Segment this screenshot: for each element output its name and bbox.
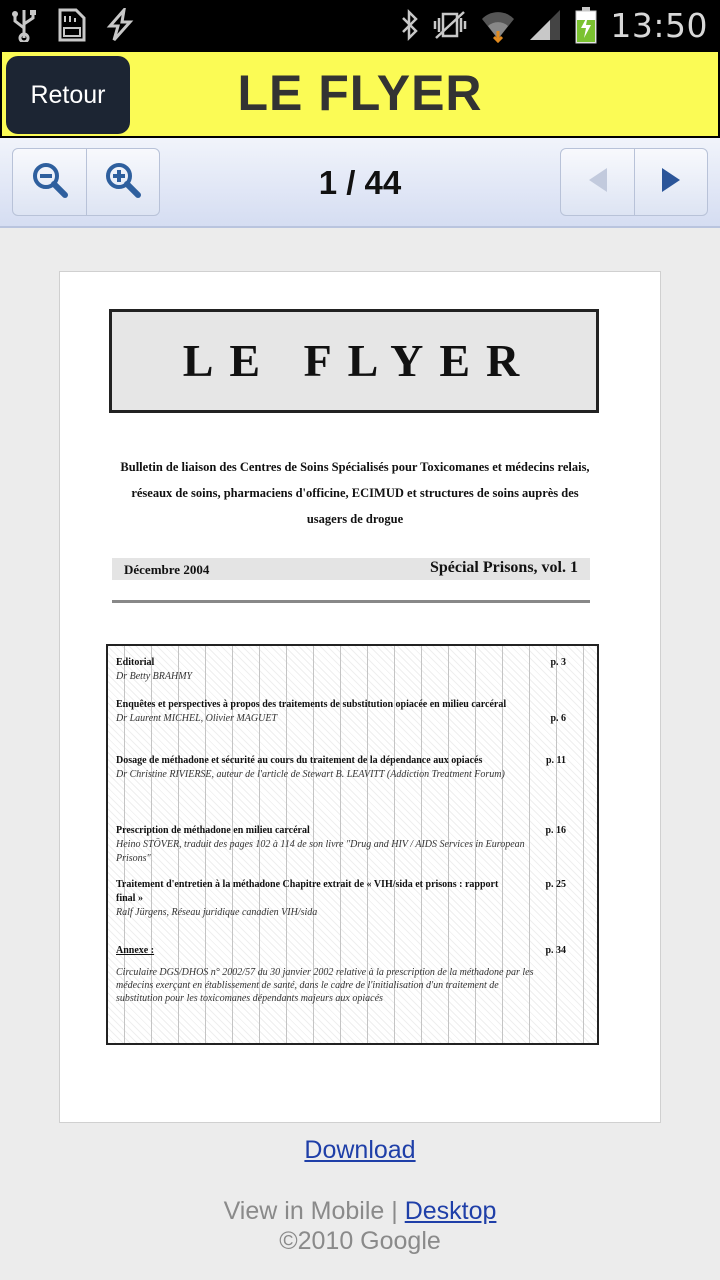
toc-entry — [116, 754, 594, 782]
toc-entry-title: Traitement d'entretien à la méthadone Chapitre extrait de « VIH/sida et prisons : rapport final » — [116, 879, 499, 904]
toc-entry-authors: Dr Christine RIVIERSE, auteur de l'article de Stewart B. LEAVITT (Addiction Treatment Forum) — [116, 769, 505, 780]
document-subtitle: Bulletin de liaison des Centres de Soins Spécialisés pour Toxicomanes et médecins relais, réseaux de soins, pharmaciens d'officine, ECIMUD et structures de soins auprès des usagers de drogue — [120, 460, 590, 526]
download-link[interactable]: Download — [304, 1136, 416, 1164]
status-clock: 13:50 — [610, 5, 708, 45]
download-row — [0, 1136, 720, 1165]
divider — [112, 600, 590, 603]
viewer-toolbar — [0, 138, 720, 228]
toc-entry-note: Circulaire DGS/DHOS n° 2002/57 du 30 janvier 2002 relative à la prescription de la méthadone par les médecins exerçant en établissement de santé, dans le cadre de l'initialisation d'un traitement de substitution pour les toxicomanes dépendants majeurs aux opiacés — [116, 967, 534, 1004]
document-date: Décembre 2004 — [124, 562, 210, 577]
toc-entry-title: Annexe : — [116, 945, 155, 956]
page-nav-controls — [560, 148, 708, 216]
status-bar — [0, 0, 720, 50]
page-indicator: 1 / 44 — [318, 164, 402, 201]
toc-entry-authors: Ralf Jürgens, Réseau juridique canadien VIH/sida — [116, 907, 318, 918]
toc-entry-page: p. 11 — [545, 755, 566, 766]
prev-page-icon — [585, 166, 611, 199]
toc-entry — [116, 944, 594, 1005]
back-button[interactable]: Retour — [6, 56, 130, 134]
toc-entry-title: Editorial — [116, 657, 155, 668]
usb-icon — [10, 8, 38, 42]
document-title: LE FLYER — [109, 309, 599, 413]
vibrate-icon — [432, 8, 468, 42]
document-page[interactable] — [59, 271, 661, 1123]
toc-entry-page: p. 3 — [550, 657, 566, 668]
next-page-button[interactable] — [634, 149, 707, 215]
footer — [0, 1196, 720, 1256]
toc-entry-page: p. 34 — [545, 945, 566, 956]
title-bar — [0, 50, 720, 138]
table-of-contents — [106, 644, 599, 1045]
toc-entry-page: p. 16 — [545, 825, 566, 836]
toc-entry — [116, 656, 594, 684]
copyright: ©2010 Google — [279, 1227, 441, 1255]
view-in-mobile-label: View in Mobile | — [223, 1197, 398, 1225]
toc-entry — [116, 878, 594, 920]
wifi-icon — [480, 7, 516, 43]
toc-entry-title: Prescription de méthadone en milieu carcéral — [116, 825, 310, 836]
prev-page-button[interactable] — [561, 149, 634, 215]
document-edition: Spécial Prisons, vol. 1 — [429, 559, 578, 576]
toc-entry-title: Dosage de méthadone et sécurité au cours du traitement de la dépendance aux opiacés — [116, 755, 483, 766]
toc-entry-authors: Dr Laurent MICHEL, Olivier MAGUET — [116, 713, 278, 724]
toc-entry — [116, 824, 594, 866]
footer-links — [0, 1196, 720, 1226]
battery-charging-icon — [574, 6, 598, 44]
toc-entry-page: p. 6 — [550, 713, 566, 724]
toc-entry-authors: Heino STÖVER, traduit des pages 102 à 114 de son livre "Drug and HIV / AIDS Services in European Prisons" — [116, 839, 525, 864]
toc-entry-page: p. 25 — [545, 879, 566, 890]
signal-icon — [528, 8, 562, 42]
sd-card-icon — [56, 8, 86, 42]
toc-entry-authors: Dr Betty BRAHMY — [116, 671, 193, 682]
toc-entry — [116, 698, 594, 726]
page-title: LE FLYER — [237, 65, 483, 121]
toc-entry-title: Enquêtes et perspectives à propos des traitements de substitution opiacée en milieu carcéral — [116, 699, 507, 710]
sync-icon — [104, 8, 134, 42]
desktop-link[interactable]: Desktop — [404, 1197, 497, 1225]
document-meta-bar — [112, 558, 590, 580]
next-page-icon — [658, 166, 684, 199]
bluetooth-icon — [400, 8, 420, 42]
